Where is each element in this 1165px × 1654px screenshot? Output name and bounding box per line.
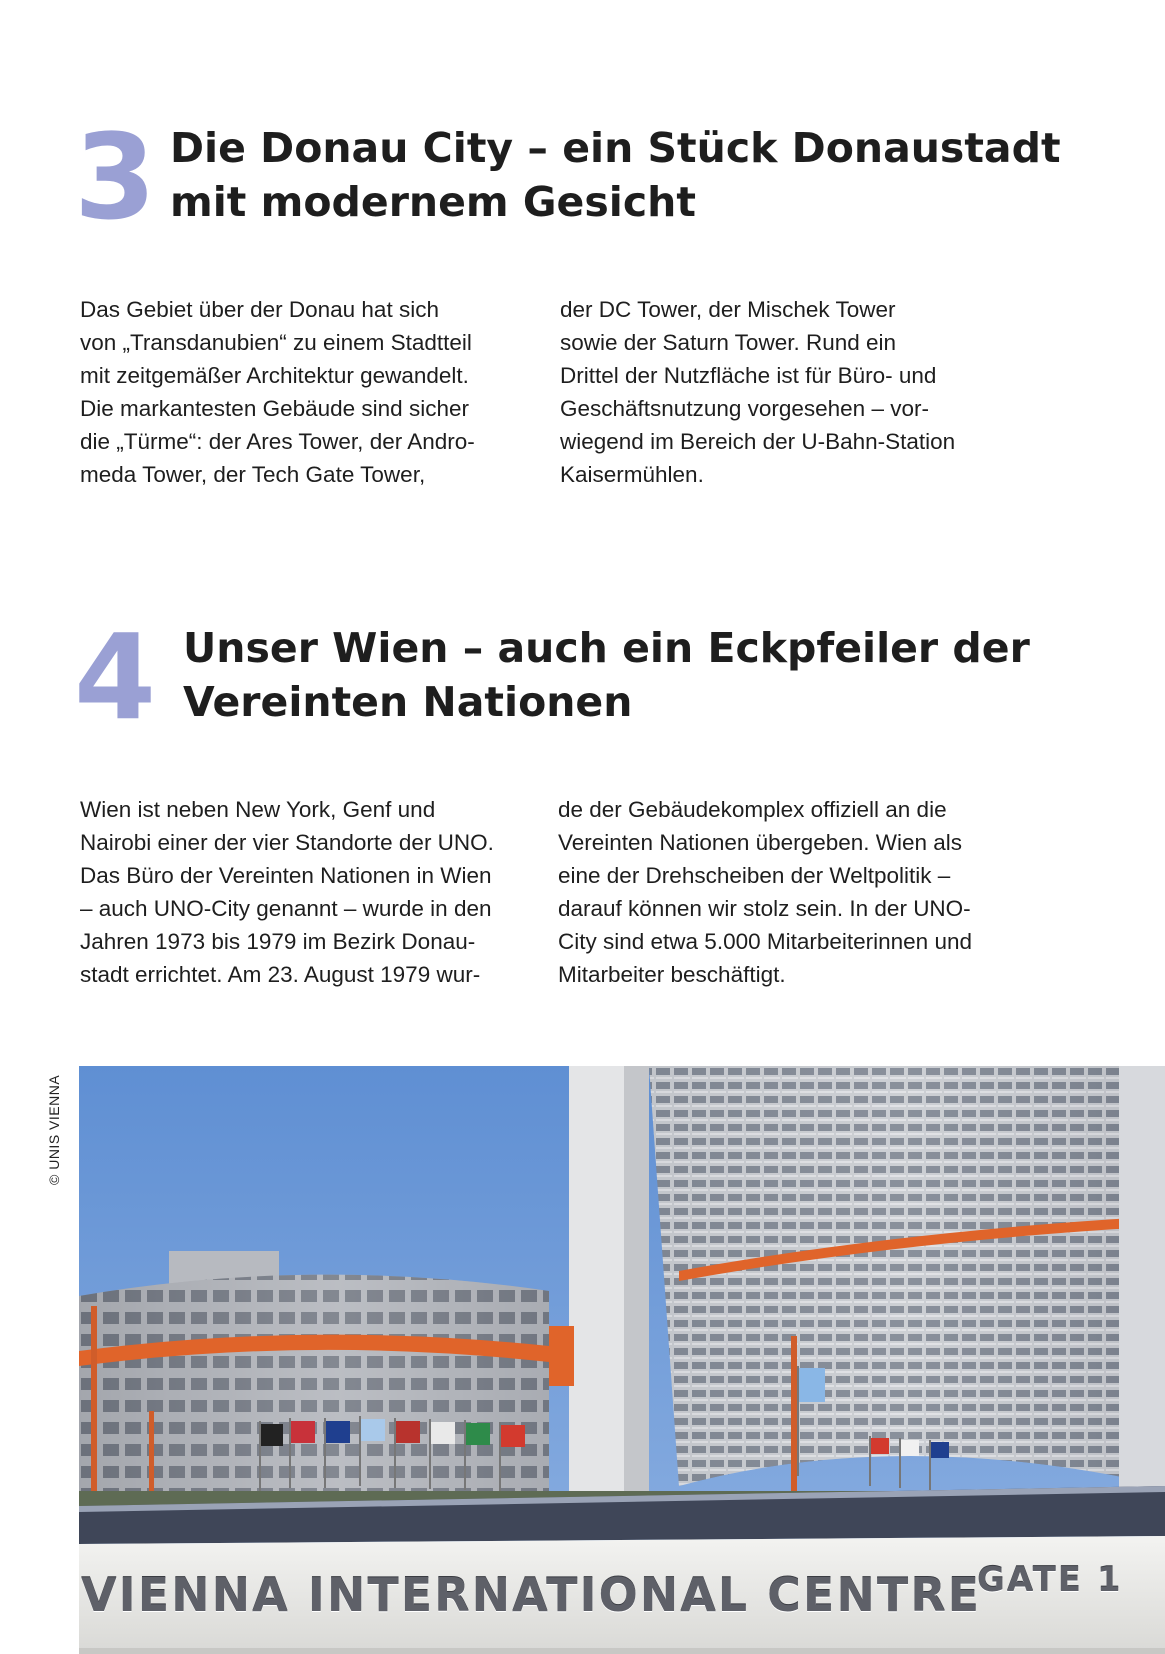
text-line: der DC Tower, der Mischek Tower (560, 297, 896, 322)
section-4-title-line: Unser Wien – auch ein Eckpfeiler der (183, 624, 1030, 672)
section-4-title (183, 621, 1030, 729)
section-4-title-line: Vereinten Nationen (183, 678, 633, 726)
text-line: Mitarbeiter beschäftigt. (558, 962, 786, 987)
section-3-number: 3 (74, 108, 157, 246)
text-line: Das Büro der Vereinten Nationen in Wien (80, 863, 492, 888)
text-line: Vereinten Nationen übergeben. Wien als (558, 830, 963, 855)
photo-credit: © UNIS VIENNA (46, 1074, 62, 1185)
text-line: Jahren 1973 bis 1979 im Bezirk Donau- (80, 929, 476, 954)
section-4-text-left (80, 793, 530, 991)
section-3-text-right (560, 293, 1010, 491)
text-line: stadt errichtet. Am 23. August 1979 wur- (80, 962, 481, 987)
vienna-international-centre-photo (79, 1066, 1165, 1654)
photo-illustration (79, 1066, 1165, 1654)
text-line: de der Gebäudekomplex offiziell an die (558, 797, 947, 822)
text-line: City sind etwa 5.000 Mitarbeiterinnen und (558, 929, 972, 954)
gate-sign-text: VIENNA INTERNATIONAL CENTRE (81, 1568, 982, 1622)
text-line: wiegend im Bereich der U-Bahn-Station (560, 429, 956, 454)
text-line: Kaisermühlen. (560, 462, 704, 487)
text-line: die „Türme“: der Ares Tower, der Andro- (80, 429, 475, 454)
section-4-number: 4 (74, 608, 157, 746)
text-line: von „Transdanubien“ zu einem Stadtteil (80, 330, 472, 355)
text-line: Die markantesten Gebäude sind sicher (80, 396, 469, 421)
gate-number-text: GATE 1 (977, 1560, 1123, 1600)
text-line: eine der Drehscheiben der Weltpolitik – (558, 863, 951, 888)
text-line: Drittel der Nutzfläche ist für Büro- und (560, 363, 937, 388)
text-line: meda Tower, der Tech Gate Tower, (80, 462, 426, 487)
text-line: Das Gebiet über der Donau hat sich (80, 297, 439, 322)
section-4-text-right (558, 793, 1008, 991)
section-3-title (170, 121, 1061, 229)
text-line: darauf können wir stolz sein. In der UNO- (558, 896, 971, 921)
section-3-text-left (80, 293, 530, 491)
text-line: – auch UNO-City genannt – wurde in den (80, 896, 492, 921)
text-line: Geschäftsnutzung vorgesehen – vor- (560, 396, 929, 421)
text-line: sowie der Saturn Tower. Rund ein (560, 330, 897, 355)
text-line: Nairobi einer der vier Standorte der UNO. (80, 830, 494, 855)
section-3-title-line: Die Donau City – ein Stück Donaustadt (170, 124, 1061, 172)
text-line: Wien ist neben New York, Genf und (80, 797, 436, 822)
section-3-title-line: mit modernem Gesicht (170, 178, 696, 226)
text-line: mit zeitgemäßer Architektur gewandelt. (80, 363, 469, 388)
